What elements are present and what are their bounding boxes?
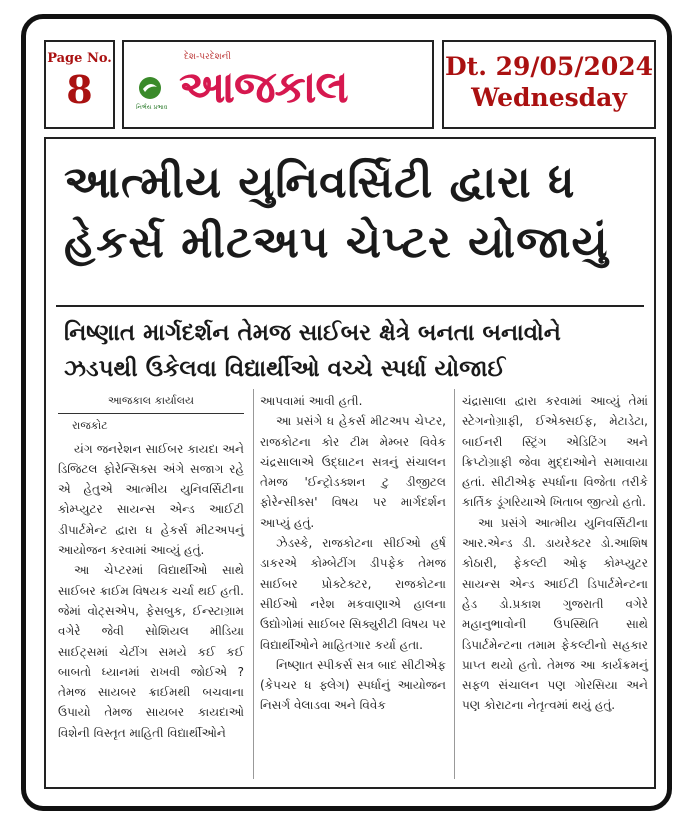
page-number-box xyxy=(44,40,115,129)
page-number: 8 xyxy=(66,67,93,112)
masthead xyxy=(122,40,434,129)
headline xyxy=(64,153,644,273)
publication-day: Wednesday xyxy=(471,83,627,112)
headline-line: હેકર્સ મીટઅપ ચેપ્ટર યોજાયું xyxy=(64,217,609,268)
masthead-tagline: નિર્ભય પ્રભાવ xyxy=(136,104,168,111)
paragraph: ઝેડસ્કે, રાજકોટના સીઈઓ હર્ષ ડાકરએ કોમ્બેટીંગ ડીપફેક તેમજ સાઈબર પ્રોક્ટેક્ટર, રાજકોટના સીઈઓ નરેશ મકવાણાએ હાલના ઉદ્યોગોમાં સાઈબર સિક્યુરીટી વિષય પર વિદ્યાર્થીઓને માહિતગાર કર્યા હતા. xyxy=(260,536,446,652)
article-column-3 xyxy=(462,391,648,716)
masthead-subtitle: દેશ-પરદેશની xyxy=(184,52,231,62)
page-number-label: Page No. xyxy=(47,51,112,66)
column-divider xyxy=(253,389,254,779)
paragraph: આ પ્રસંગે ધ હેકર્સ મીટઅપ ચેપ્ટર, રાજકોટના કોર ટીમ મેમ્બર વિવેક ચંદ્રસાલાએ ઉદ્ઘાટન સત્રનું સંચાલન તેમજ 'ઈન્ટ્રોડક્શન ટુ ડીજીટલ ફોરેન્સીક્સ' વિષય પર માર્ગદર્શન આપ્યું હતું. xyxy=(260,414,446,530)
article-column-1 xyxy=(58,391,244,743)
paragraph: ચંદ્રાસાલા દ્વારા કરવામાં આવ્યું તેમાં સ્ટેગનોગ્રાફી, ઈએક્સઈફ, મેટાડેટા, બાઈનરી સ્ટ્રિંગ એડિટિંગ અને ક્રિપ્ટોગ્રાફી જેવા મુદ્દાઓને સમાવાયા હતાં. સીટીએફ સ્પર્ધાના વિજેતા તરીકે કાર્તિક ડૂંગરિયાએ ખિતાબ જીત્યો હતો. xyxy=(462,394,648,510)
article xyxy=(44,137,656,789)
publication-date: Dt. 29/05/2024 xyxy=(444,52,654,81)
newspaper-title: આજકાલ xyxy=(179,62,348,113)
paragraph: આ પ્રસંગે આત્મીય યુનિવર્સિટીના આર.એન્ડ ડી. ડાયરેક્ટર ડો.આશિષ કોઠારી, ફેકલ્ટી ઓફ કોમ્પ્યુટર સાયન્સ એન્ડ આઈટી ડિપાર્ટમેન્ટના હેડ ડો.પ્રકાશ ગુજરાતી વગેરે મહાનુભાવોની ઉપસ્થિતિ સાથે ડિપાર્ટમેન્ટના તમામ ફેકલ્ટીનો સહકાર પ્રાપ્ત થયો હતો. તેમજ આ કાર્યક્રમનું સફળ સંચાલન પણ ગોરસિયા અને પણ કોરાટના નેતૃત્વમાં થયું હતું. xyxy=(462,515,648,713)
subheadline-line: નિષ્ણાત માર્ગદર્શન તેમજ સાઈબર ક્ષેત્રે બનતા બનાવોને xyxy=(64,320,561,346)
paragraph: આપવામાં આવી હતી. xyxy=(260,394,363,408)
newspaper-logo-icon xyxy=(138,76,162,100)
paragraph: આ ચેપ્ટરમાં વિદ્યાર્થીઓ સાથે સાઈબર ક્રાઈમ વિષયક ચર્ચા થઈ હતી. જેમાં વોટ્સએપ, ફેસબુક, ઈન્સ્ટાગ્રામ વગેરે જેવી સોશિયલ મીડિયા સાઈટ્સમાં ચેટીંગ સમયે કઈ કઈ બાબતો ધ્યાનમાં રાખવી જોઈએ ? તેમજ સાયબર ક્રાઈમથી બચવાના ઉપાયો તેમજ સાયબર કાયદાઓ વિશેની વિસ્તૃત માહિતી વિદ્યાર્થીઓને xyxy=(58,563,244,740)
headline-line: આત્મીય યુનિવર્સિટી દ્વારા ધ xyxy=(64,157,576,208)
article-column-2 xyxy=(260,391,446,716)
subheadline xyxy=(64,315,644,387)
paragraph: નિષ્ણાત સ્પીકર્સ સત્ર બાદ સીટીએફ (કેપચર ધ ફ્લેગ) સ્પર્ધાનું આયોજન નિસર્ગ વેલાડવા અને વિવેક xyxy=(260,657,446,713)
date-box xyxy=(442,40,656,129)
byline: આજકાલ કાર્યાલય xyxy=(58,391,244,414)
subheadline-line: ઝડપથી ઉકેલવા વિદ્યાર્થીઓ વચ્ચે સ્પર્ધા યોજાઈ xyxy=(64,356,506,382)
paragraph: યંગ જનરેશન સાઈબર કાયદા અને ડિજિટલ ફોરેન્સિક્સ અંગે સજાગ રહે એ હેતુએ આત્મીય યુનિવર્સિટીના કોમ્પ્યુટર સાયન્સ એન્ડ આઈટી ડીપાર્ટમેન્ટ દ્વારા ધ હેકર્સ મીટઅપનું આયોજન કરવામાં આવ્યું હતું. xyxy=(58,441,244,558)
city-dateline: રાજકોટ xyxy=(72,419,108,433)
column-divider xyxy=(454,389,455,779)
divider xyxy=(56,305,644,307)
